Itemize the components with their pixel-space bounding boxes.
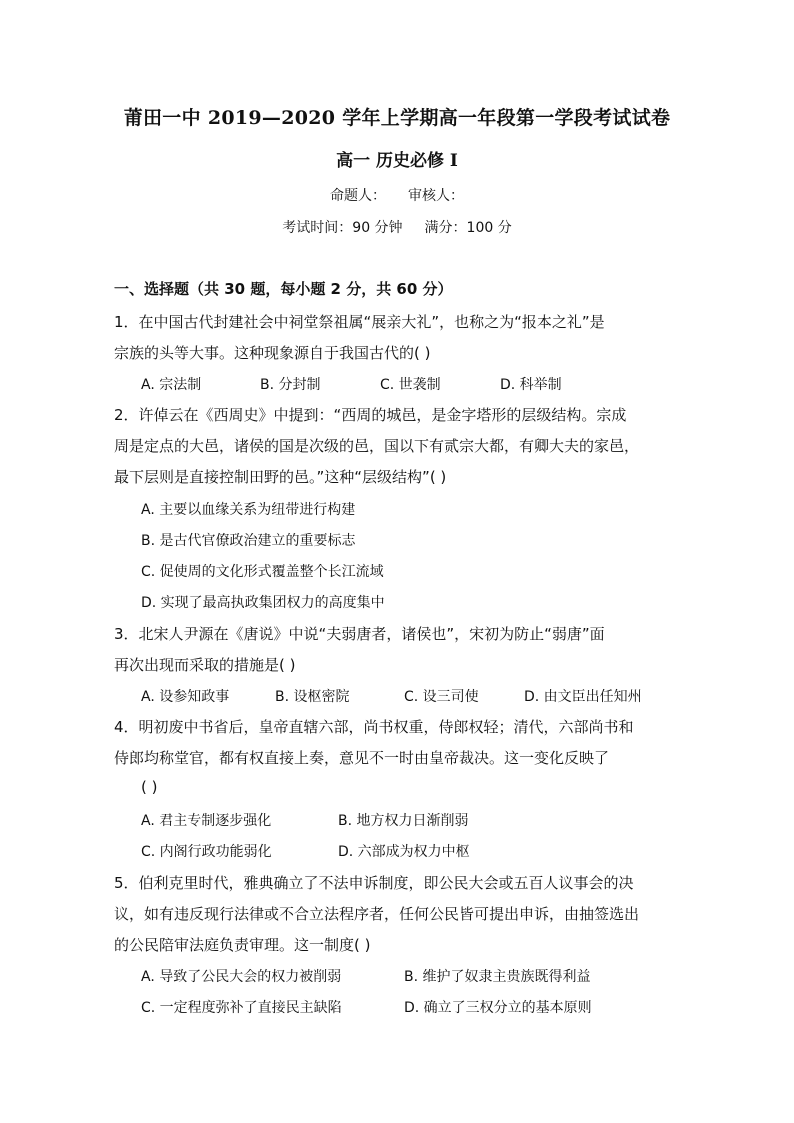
question-2-option-b: B. 是古代官僚政治建立的重要标志: [141, 533, 356, 549]
question-4-line-3: ( ): [141, 778, 158, 796]
question-5-option-a: A. 导致了公民大会的权力被削弱: [141, 969, 342, 985]
question-2-line-3: 最下层则是直接控制田野的邑。”这种“层级结构”( ): [114, 468, 447, 486]
question-5-line-3: 的公民陪审法庭负责审理。这一制度( ): [114, 936, 371, 954]
question-5-option-d: D. 确立了三权分立的基本原则: [404, 1000, 592, 1016]
question-1-option-d: D. 科举制: [500, 377, 562, 393]
question-4-line-1: 4．明初废中书省后，皇帝直辖六部，尚书权重，侍郎权轻；清代，六部尚书和: [114, 718, 634, 736]
question-4-option-d: D. 六部成为权力中枢: [338, 844, 470, 860]
author-label: 命题人：: [330, 188, 386, 204]
question-2-option-d: D. 实现了最高执政集团权力的高度集中: [141, 595, 385, 611]
question-1-option-c: C. 世袭制: [380, 377, 441, 393]
question-5-option-c: C. 一定程度弥补了直接民主缺陷: [141, 1000, 342, 1016]
question-5-option-b: B. 维护了奴隶主贵族既得利益: [404, 969, 591, 985]
section-heading: 一、选择题（共 30 题，每小题 2 分，共 60 分）: [114, 280, 453, 298]
question-3-line-1: 3．北宋人尹源在《唐说》中说“夫弱唐者，诸侯也”，宋初为防止“弱唐”面: [114, 625, 605, 643]
question-4-line-2: 侍郎均称堂官，都有权直接上奏，意见不一时由皇帝裁决。这一变化反映了: [114, 749, 610, 767]
question-3-line-2: 再次出现而采取的措施是( ): [114, 656, 296, 674]
question-4-option-b: B. 地方权力日渐削弱: [338, 813, 469, 829]
question-3-option-b: B. 设枢密院: [275, 689, 350, 705]
question-1-option-a: A. 宗法制: [141, 377, 202, 393]
exam-score: 满分：100 分: [424, 220, 512, 236]
question-4-option-c: C. 内阁行政功能弱化: [141, 844, 272, 860]
question-1-line-2: 宗族的头等大事。这种现象源自于我国古代的( ): [114, 344, 431, 362]
question-5-line-1: 5．伯利克里时代，雅典确立了不法申诉制度，即公民大会或五百人议事会的决: [114, 874, 634, 892]
question-3-option-a: A. 设参知政事: [141, 689, 230, 705]
author-line: [0, 185, 794, 205]
exam-time: 考试时间：90 分钟: [282, 220, 403, 236]
question-4-option-a: A. 君主专制逐步强化: [141, 813, 272, 829]
question-5-line-2: 议，如有违反现行法律或不合立法程序者，任何公民皆可提出申诉，由抽签选出: [114, 905, 640, 923]
question-3-option-c: C. 设三司使: [404, 689, 479, 705]
question-2-option-a: A. 主要以血缘关系为纽带进行构建: [141, 502, 356, 518]
question-2-option-c: C. 促使周的文化形式覆盖整个长江流域: [141, 564, 384, 580]
question-3-option-d: D. 由文臣出任知州: [524, 689, 642, 705]
question-2-line-1: 2．许倬云在《西周史》中提到：“西周的城邑，是金字塔形的层级结构。宗成: [114, 406, 627, 424]
exam-info-line: [0, 217, 794, 237]
question-2-line-2: 周是定点的大邑，诸侯的国是次级的邑，国以下有贰宗大都，有卿大夫的家邑，: [114, 437, 640, 455]
exam-subtitle: 高一 历史必修 I: [336, 151, 458, 171]
exam-title: 莆田一中 2019—2020 学年上学期高一年段第一学段考试试卷: [123, 107, 671, 129]
reviewer-label: 审核人：: [408, 188, 464, 204]
question-1-line-1: 1．在中国古代封建社会中祠堂祭祖属“展亲大礼”，也称之为“报本之礼”是: [114, 313, 605, 331]
question-1-option-b: B. 分封制: [260, 377, 321, 393]
